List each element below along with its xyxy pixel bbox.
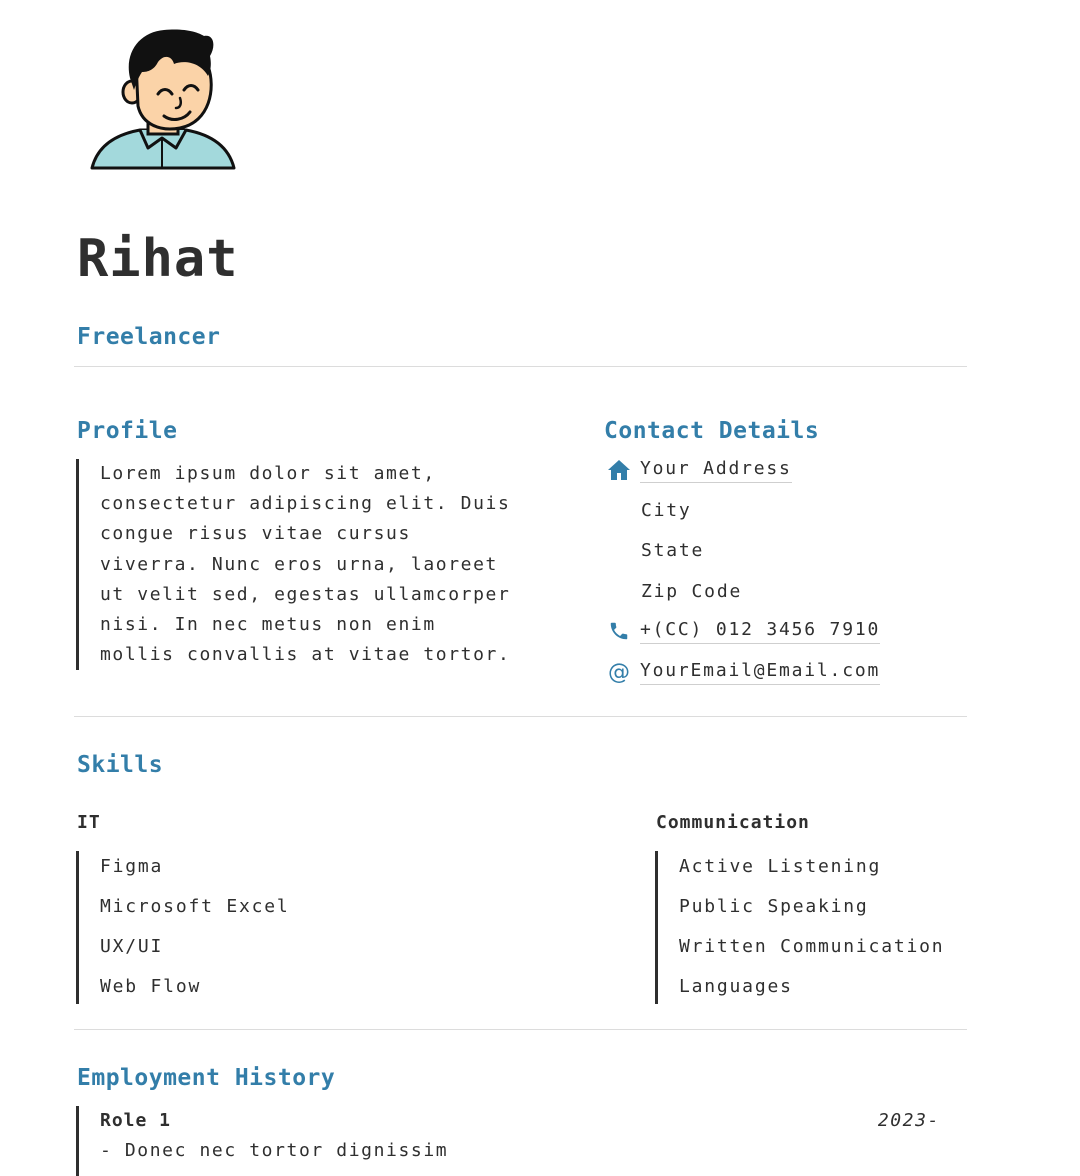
avatar: [88, 26, 238, 171]
phone-link[interactable]: +(CC) 012 3456 7910: [640, 618, 880, 644]
contact-address-row: [606, 456, 792, 484]
role-title: Role 1: [100, 1110, 172, 1131]
role-date: 2023-: [877, 1110, 940, 1131]
contact-heading: Contact Details: [604, 418, 820, 444]
zip-text: Zip Code: [641, 581, 743, 602]
skill-list-it: [76, 851, 290, 1004]
skills-heading: Skills: [77, 752, 164, 778]
role-bullet: - Donec nec tortor dignissim: [100, 1140, 449, 1161]
profile-line: consectetur adipiscing elit. Duis: [100, 493, 511, 515]
phone-icon: [606, 618, 632, 644]
skill-item: Figma: [100, 856, 164, 877]
profile-line: mollis convallis at vitae tortor.: [100, 644, 511, 666]
profile-line: viverra. Nunc eros urna, laoreet: [100, 553, 498, 575]
skill-group-heading-it: IT: [77, 812, 101, 833]
profile-quote: [76, 459, 530, 670]
divider: [74, 366, 967, 367]
divider: [74, 1029, 967, 1030]
skill-list-communication: [655, 851, 944, 1004]
skill-item: Written Communication: [679, 936, 945, 957]
profile-line: Lorem ipsum dolor sit amet,: [100, 463, 436, 484]
divider: [74, 716, 967, 717]
email-link[interactable]: YourEmail@Email.com: [640, 659, 880, 685]
contact-phone-row: [606, 617, 880, 645]
profile-heading: Profile: [77, 418, 178, 444]
skill-item: Languages: [679, 976, 793, 997]
profile-line: ut velit sed, egestas ullamcorper: [100, 583, 511, 605]
skill-item: Public Speaking: [679, 896, 869, 917]
job-title: Freelancer: [77, 324, 221, 350]
role-header: [100, 1106, 940, 1136]
city-text: City: [641, 500, 692, 521]
profile-text: [100, 459, 530, 670]
profile-line: congue risus vitae cursus: [100, 523, 411, 545]
home-icon: [606, 457, 632, 483]
profile-line: nisi. In nec metus non enim: [100, 614, 436, 636]
skill-item: Active Listening: [679, 856, 882, 877]
contact-zip-row: [606, 578, 742, 606]
skill-item: UX/UI: [100, 936, 164, 957]
skill-group-heading-communication: Communication: [656, 812, 810, 833]
address-link[interactable]: Your Address: [640, 457, 792, 483]
contact-city-row: [606, 497, 692, 525]
state-text: State: [641, 540, 705, 561]
skill-item: Web Flow: [100, 976, 202, 997]
contact-email-row: [606, 658, 880, 686]
skill-item: Microsoft Excel: [100, 896, 290, 917]
person-name: Rihat: [77, 229, 239, 289]
employment-heading: Employment History: [77, 1065, 336, 1091]
contact-state-row: [606, 537, 704, 565]
at-sign-icon: @: [608, 659, 630, 685]
employment-role: [76, 1106, 940, 1176]
